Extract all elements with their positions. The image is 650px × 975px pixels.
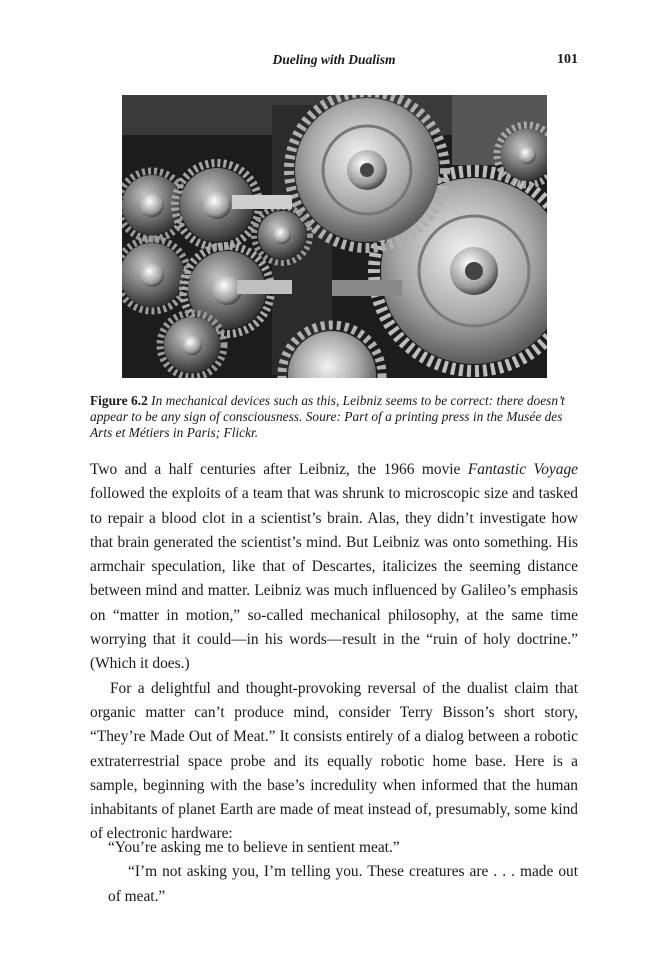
paragraph-1-start: Two and a half centuries after Leibniz, the 1966 movie [90, 461, 468, 478]
body-text [90, 458, 578, 847]
page-number: 101 [557, 52, 578, 67]
running-header [90, 52, 578, 72]
block-quote [108, 836, 578, 909]
quote-line-1: “You’re asking me to believe in sentient meat.” [108, 839, 400, 856]
figure-caption-text: In mechanical devices such as this, Leibniz seems to be correct: there doesn’t appear to be any sign of consciousness. Soure: Part of a printing press in the Musée des Arts et Métiers in Paris; Flickr. [90, 393, 565, 440]
figure-caption [90, 393, 580, 441]
movie-title: Fantastic Voyage [467, 461, 578, 478]
paragraph-1 [90, 458, 578, 677]
paragraph-2: For a delightful and thought-provoking reversal of the dualist claim that organic matter can’t produce mind, consider Terry Bisson’s short story, “They’re Made Out of Meat.” It consists entirely of a dialog between a robotic extraterrestrial space probe and its equally robotic home base. Here is a sample, beginning with the base’s incredulity when informed that the human inhabitants of planet Earth are made of meat instead of, presumably, some kind of electronic hardware: [90, 679, 578, 843]
gears-illustration [122, 95, 547, 378]
figure-gears-photo [122, 95, 547, 378]
running-title: Dueling with Dualism [272, 52, 396, 67]
quote-line-2: “I’m not asking you, I’m telling you. These creatures are . . . made out of meat.” [108, 863, 578, 905]
figure-label: Figure 6.2 [90, 393, 148, 408]
paragraph-1-rest: followed the exploits of a team that was shrunk to microscopic size and tasked to repair a blood clot in a scientist’s brain. Alas, they didn’t investigate how that brain generated the scientist’s mind. But Leibniz was onto something. His armchair speculation, like that of Descartes, italicizes the seeming distance between mind and matter. Leibniz was much influenced by Galileo’s emphasis on “matter in motion,” so-called mechanical philosophy, at the same time worrying that it could—in his words—result in the “ruin of holy doctrine.” (Which it does.) [90, 485, 578, 673]
